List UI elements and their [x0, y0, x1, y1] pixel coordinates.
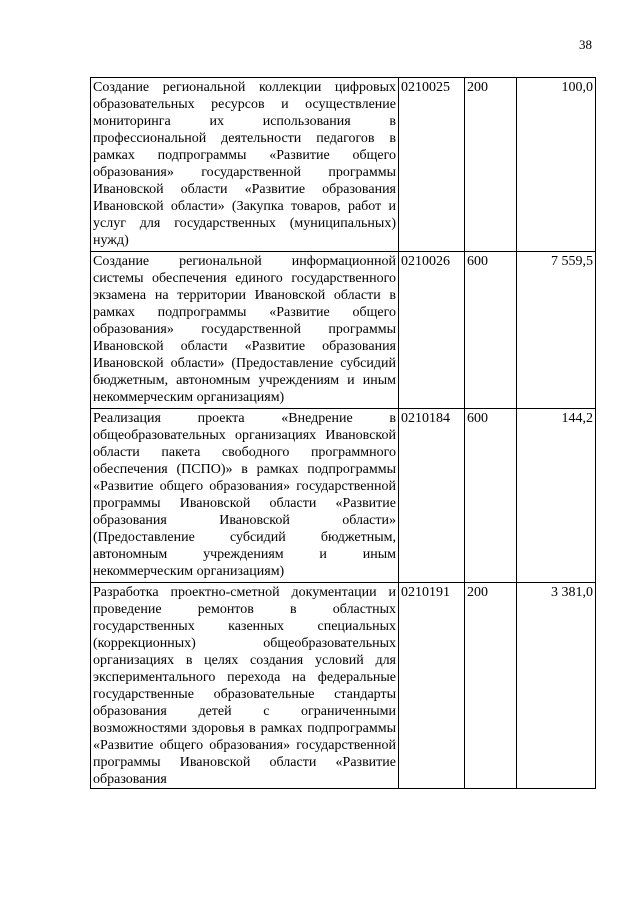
row-description: Создание региональной информационной системы обеспечения единого государственного экзамена на территории Ивановской области в рамках подпрограммы «Развитие общего образования» государственной программы Ивановской области «Развитие образования Ивановской области» (Предоставление субсидий бюджетным, автономным учреждениям и иным некоммерческим организациям) — [91, 252, 399, 409]
page-number: 38 — [579, 37, 592, 52]
row-expense-type: 200 — [465, 583, 517, 789]
row-expense-type: 600 — [465, 252, 517, 409]
budget-table — [90, 77, 596, 789]
row-expense-type: 200 — [465, 78, 517, 252]
row-amount: 7 559,5 — [517, 252, 596, 409]
table-row — [91, 252, 596, 409]
row-expense-type: 600 — [465, 409, 517, 583]
table-row — [91, 583, 596, 789]
row-description: Разработка проектно-сметной документации и проведение ремонтов в областных государственных казенных специальных (коррекционных) общеобразовательных организациях в целях создания условий для экспериментального перехода на федеральные государственные образовательные стандарты образования детей с ограниченными возможностями здоровья в рамках подпрограммы «Развитие общего образования» государственной программы Ивановской области «Развитие образования — [91, 583, 399, 789]
row-description: Создание региональной коллекции цифровых образовательных ресурсов и осуществление мониторинга их использования в профессиональной деятельности педагогов в рамках подпрограммы «Развитие общего образования» государственной программы Ивановской области «Развитие образования Ивановской области» (Закупка товаров, работ и услуг для государственных (муниципальных) нужд) — [91, 78, 399, 252]
row-amount: 144,2 — [517, 409, 596, 583]
table-row — [91, 78, 596, 252]
row-target-code: 0210026 — [399, 252, 465, 409]
row-target-code: 0210191 — [399, 583, 465, 789]
row-description: Реализация проекта «Внедрение в общеобразовательных организациях Ивановской области пакета свободного программного обеспечения (ПСПО)» в рамках подпрограммы «Развитие общего образования» государственной программы Ивановской области «Развитие образования Ивановской области» (Предоставление субсидий бюджетным, автономным учреждениям и иным некоммерческим организациям) — [91, 409, 399, 583]
row-target-code: 0210184 — [399, 409, 465, 583]
row-amount: 100,0 — [517, 78, 596, 252]
row-amount: 3 381,0 — [517, 583, 596, 789]
row-target-code: 0210025 — [399, 78, 465, 252]
table-row — [91, 409, 596, 583]
